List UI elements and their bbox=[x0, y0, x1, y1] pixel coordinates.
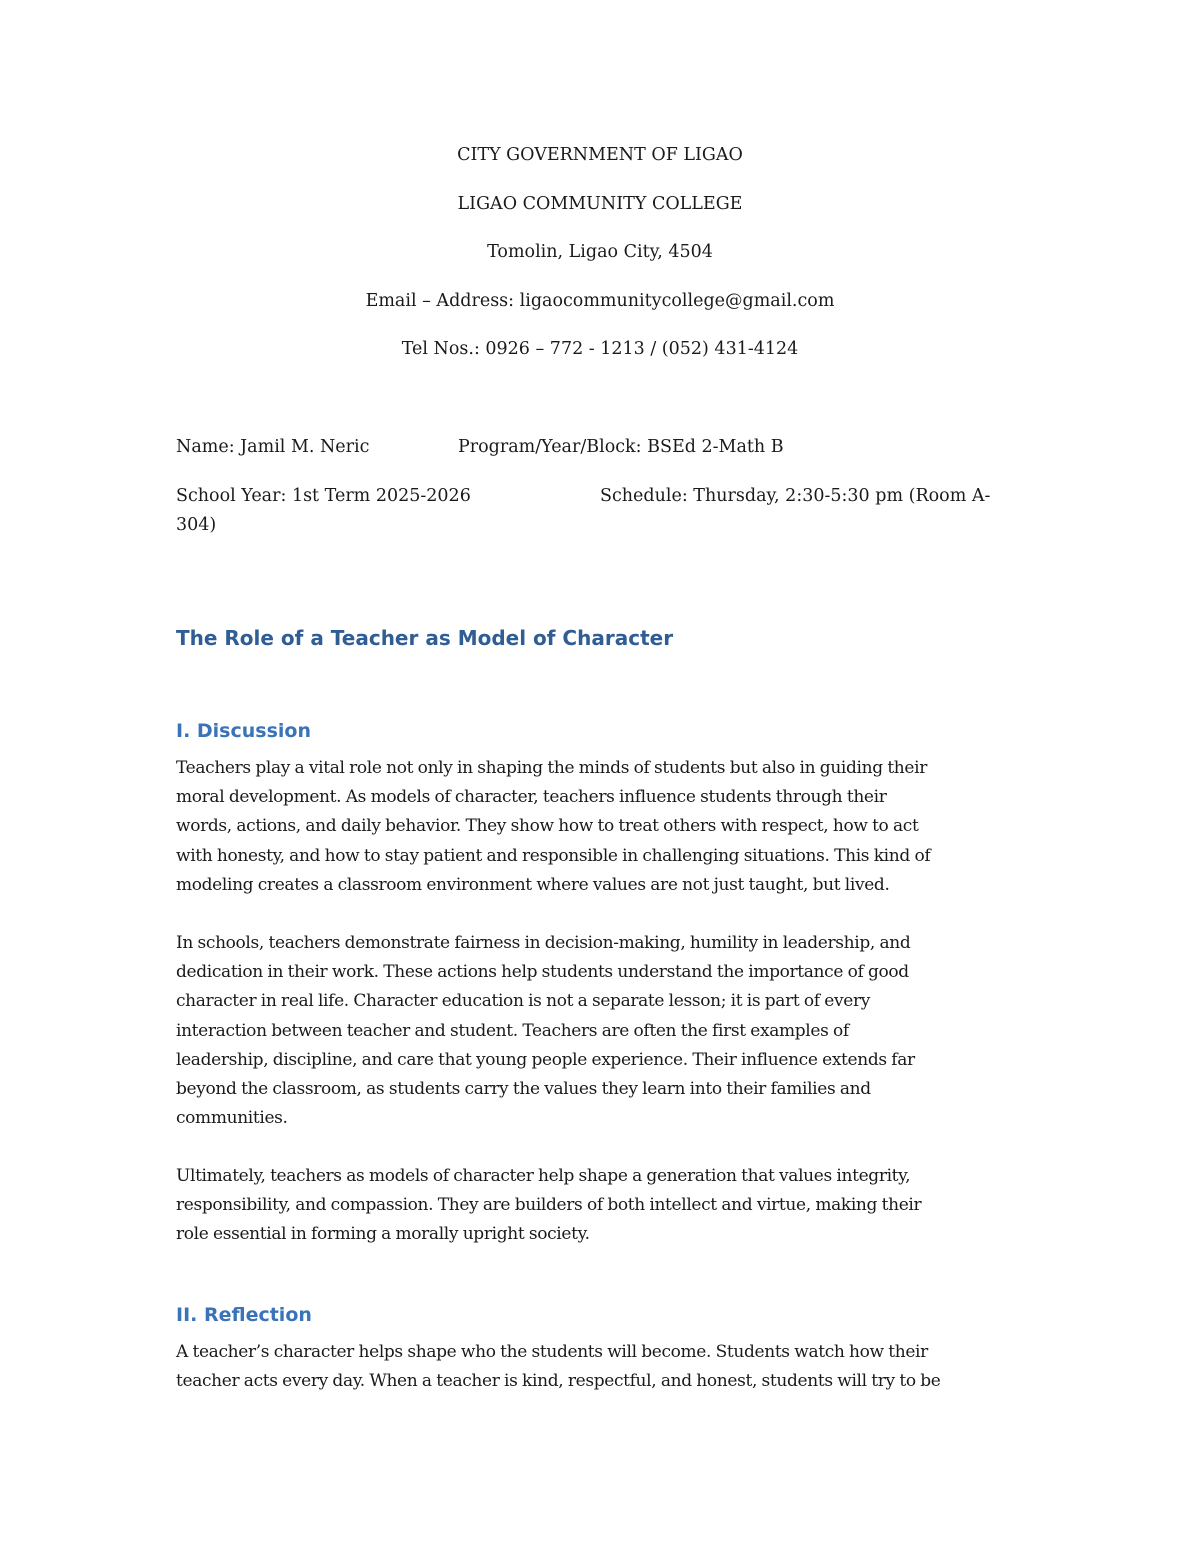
letterhead bbox=[176, 140, 1024, 383]
paragraph-line: In schools, teachers demonstrate fairness in decision-making, humility in leadership, and bbox=[176, 933, 911, 953]
paragraph-line: dedication in their work. These actions help students understand the importance of good bbox=[176, 962, 909, 983]
discussion-paragraph-3 bbox=[176, 1162, 1024, 1250]
paragraph-line: moral development. As models of character, teachers influence students through their bbox=[176, 787, 887, 808]
student-program: Program/Year/Block: BSEd 2-Math B bbox=[458, 437, 784, 457]
document-title: The Role of a Teacher as Model of Character bbox=[176, 626, 674, 650]
paragraph-line: responsibility, and compassion. They are builders of both intellect and virtue, making their bbox=[176, 1195, 922, 1216]
paragraph-line: teacher acts every day. When a teacher is kind, respectful, and honest, students will try to be bbox=[176, 1371, 941, 1392]
paragraph-line: Ultimately, teachers as models of character help shape a generation that values integrity, bbox=[176, 1166, 911, 1186]
discussion-heading: I. Discussion bbox=[176, 720, 311, 742]
city-government-line: CITY GOVERNMENT OF LIGAO bbox=[457, 145, 743, 165]
reflection-paragraph-1 bbox=[176, 1338, 1024, 1396]
class-schedule: Schedule: Thursday, 2:30-5:30 pm (Room A- bbox=[600, 486, 991, 506]
paragraph-line: A teacher’s character helps shape who the students will become. Students watch how their bbox=[176, 1342, 928, 1362]
paragraph-line: Teachers play a vital role not only in shaping the minds of students but also in guiding their bbox=[176, 758, 927, 778]
paragraph-line: beyond the classroom, as students carry the values they learn into their families and bbox=[176, 1079, 871, 1100]
college-name-line: LIGAO COMMUNITY COLLEGE bbox=[457, 193, 743, 214]
discussion-paragraph-2 bbox=[176, 929, 1024, 1133]
class-schedule-continued: 304) bbox=[176, 515, 217, 535]
paragraph-line: character in real life. Character education is not a separate lesson; it is part of every bbox=[176, 991, 870, 1012]
college-phone-line: Tel Nos.: 0926 – 772 - 1213 / (052) 431-4124 bbox=[401, 339, 799, 359]
college-email-line: Email – Address: ligaocommunitycollege@gmail.com bbox=[365, 290, 835, 311]
paragraph-line: interaction between teacher and student. Teachers are often the first examples of bbox=[176, 1020, 849, 1041]
college-address-line: Tomolin, Ligao City, 4504 bbox=[487, 242, 713, 262]
paragraph-line: modeling creates a classroom environment where values are not just taught, but lived. bbox=[176, 874, 890, 895]
paragraph-line: leadership, discipline, and care that young people experience. Their influence extends far bbox=[176, 1049, 915, 1070]
reflection-heading: II. Reflection bbox=[176, 1304, 312, 1326]
paragraph-line: communities. bbox=[176, 1108, 288, 1129]
paragraph-line: role essential in forming a morally upright society. bbox=[176, 1224, 590, 1245]
school-year: School Year: 1st Term 2025-2026 bbox=[176, 486, 471, 506]
paragraph-line: with honesty, and how to stay patient and responsible in challenging situations. This kind of bbox=[176, 845, 931, 866]
paragraph-line: words, actions, and daily behavior. They show how to treat others with respect, how to act bbox=[176, 816, 919, 837]
discussion-paragraph-1 bbox=[176, 754, 1024, 900]
student-name: Name: Jamil M. Neric bbox=[176, 437, 370, 457]
